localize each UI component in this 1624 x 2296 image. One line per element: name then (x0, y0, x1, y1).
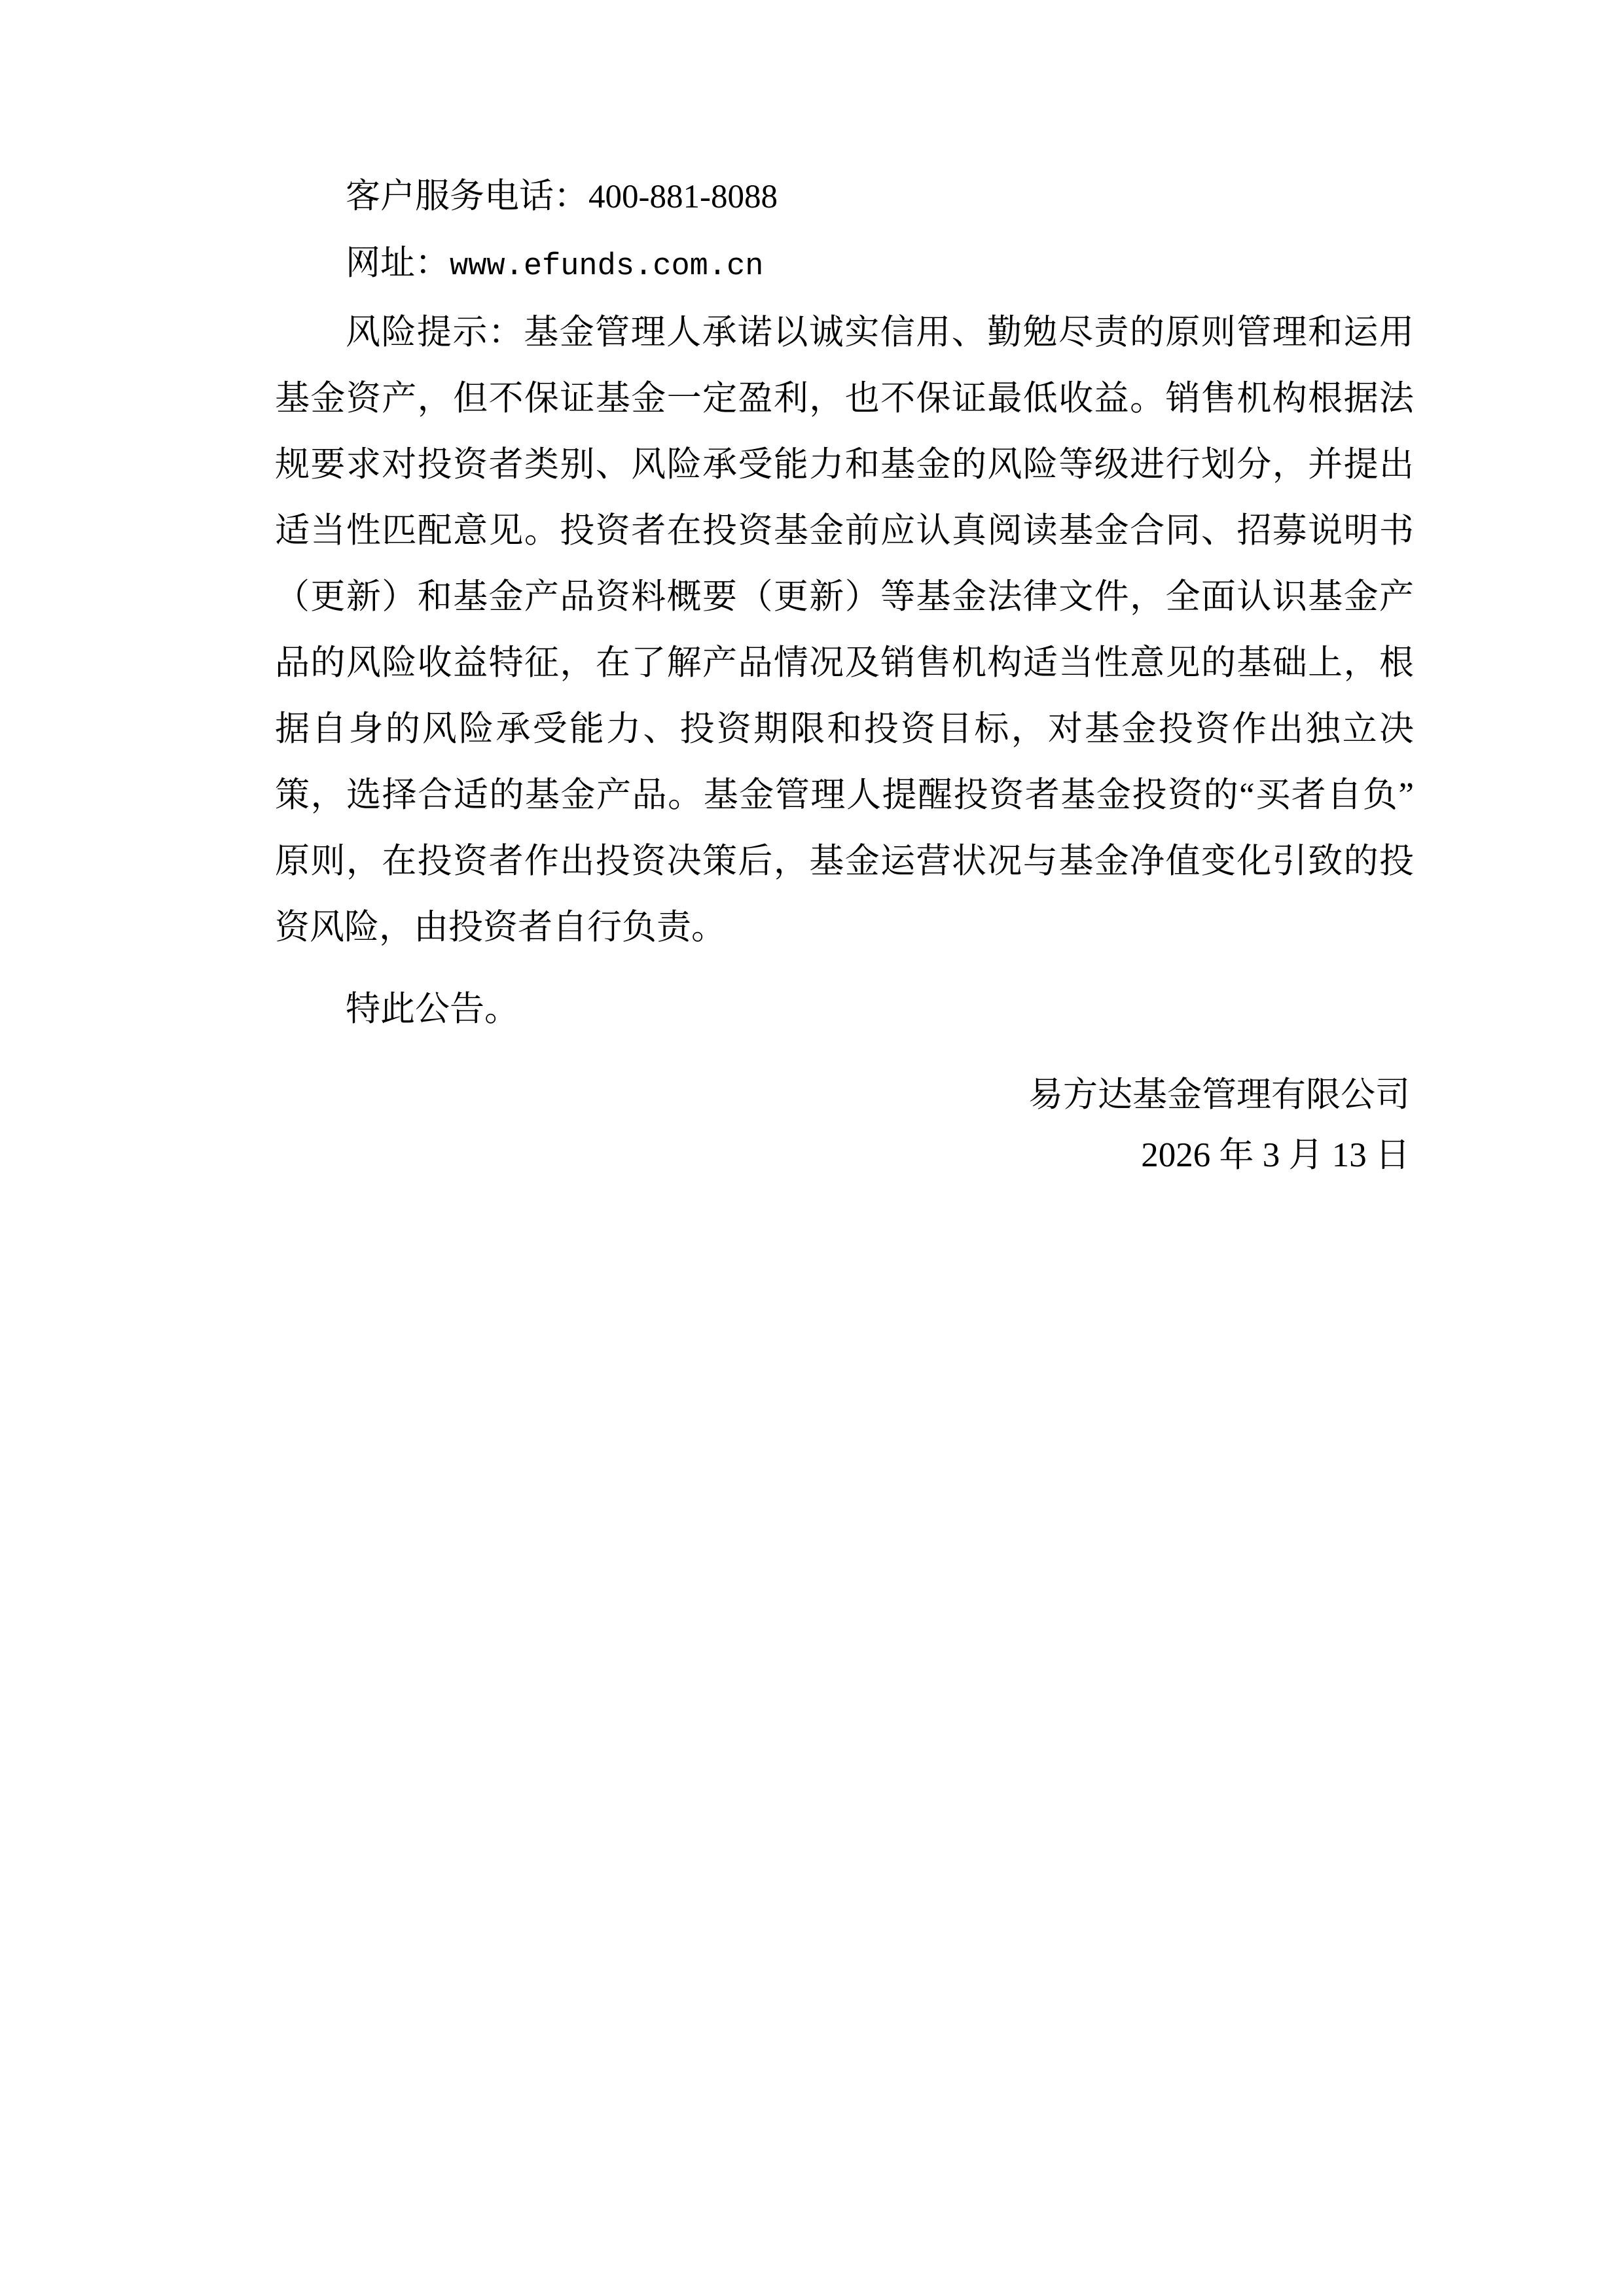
risk-notice-heading: 风险提示： (346, 314, 524, 351)
signature-block (275, 1065, 1414, 1185)
closing-statement: 特此公告。 (346, 990, 519, 1028)
risk-notice-paragraph (275, 300, 1414, 961)
signature-company: 易方达基金管理有限公司 (1028, 1076, 1410, 1114)
website-line (275, 230, 1414, 300)
customer-service-phone-label: 客户服务电话： (346, 177, 588, 215)
website-label: 网址： (346, 244, 450, 282)
customer-service-phone-line (275, 164, 1414, 230)
document-body (275, 164, 1414, 1185)
risk-notice-body: 基金管理人承诺以诚实信用、勤勉尽责的原则管理和运用基金资产，但不保证基金一定盈利，也不保证最低收益。销售机构根据法规要求对投资者类别、风险承受能力和基金的风险等级进行划分，并提出适当性匹配意见。投资者在投资基金前应认真阅读基金合同、招募说明书（更新）和基金产品资料概要（更新）等基金法律文件，全面认识基金产品的风险收益特征，在了解产品情况及销售机构适当性意见的基础上，根据自身的风险承受能力、投资期限和投资目标，对基金投资作出独立决策，选择合适的基金产品。基金管理人提醒投资者基金投资的“买者自负”原则，在投资者作出投资决策后，基金运营状况与基金净值变化引致的投资风险，由投资者自行负责。 (275, 314, 1415, 946)
signature-date: 2026 年 3 月 13 日 (1141, 1136, 1410, 1174)
website-value: www.efunds.com.cn (450, 249, 764, 284)
customer-service-phone-value: 400-881-8088 (588, 179, 778, 215)
